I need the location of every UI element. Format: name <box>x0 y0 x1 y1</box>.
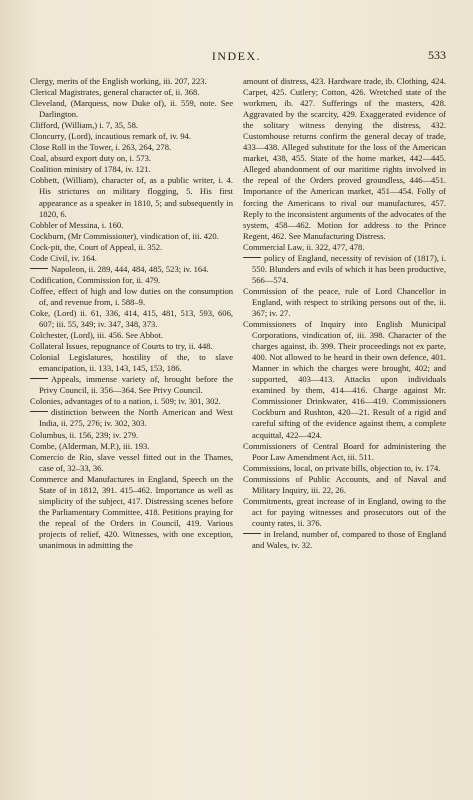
index-entry <box>30 407 233 429</box>
index-entry-text: Coal, absurd export duty on, i. 573. <box>30 153 152 164</box>
ditto-dash <box>30 378 48 379</box>
index-entry <box>30 120 233 131</box>
index-entry <box>243 529 446 551</box>
index-entry-text: Collateral Issues, repugnance of Courts to try, ii. 448. <box>30 341 213 352</box>
index-entry <box>30 352 233 374</box>
index-entry <box>30 374 233 396</box>
index-entry <box>30 430 233 441</box>
index-entry-text: Commission of the peace, rule of Lord Chancellor in England, with respect to striking persons out of the, ii. 367; iv. 27. <box>243 285 446 318</box>
index-entry-text: Comercio de Rio, slave vessel fitted out in the Thames, case of, 32–33, 36. <box>30 451 233 473</box>
index-entry-text: Cockburn, (Mr Commissioner), vindication of, iii. 420. <box>30 230 219 241</box>
index-entry <box>30 286 233 308</box>
index-entry-text: Coke, (Lord) ii. 61, 336, 414, 415, 481, 513, 593, 606, 607; iii. 55, 349; iv. 347, 348, 373. <box>30 307 233 330</box>
right-column <box>243 76 446 551</box>
left-column <box>30 76 233 551</box>
running-title: INDEX. <box>211 49 262 63</box>
ditto-dash <box>30 411 48 412</box>
index-entry-text: Colonial Legislatures, hostility of the, to slave emancipation, ii. 133, 143, 145, 153, 186. <box>30 352 233 374</box>
index-entry-text: Clergy, merits of the English working, iii. 207, 223. <box>30 76 207 86</box>
page-header <box>0 47 473 65</box>
page-number: 533 <box>428 48 446 62</box>
index-entry-text: Columbus, ii. 156, 239; iv. 279. <box>30 429 139 440</box>
index-entry <box>30 76 233 87</box>
ditto-dash <box>243 533 261 534</box>
index-entry-text: Commissions of Public Accounts, and of Naval and Military Inquiry, iii. 22, 26. <box>243 473 446 495</box>
index-entry <box>30 308 233 330</box>
ditto-dash <box>243 257 261 258</box>
index-entry-text: Cleveland, (Marquess, now Duke of), ii. 559, note. See Darlington. <box>30 98 233 120</box>
index-entry <box>243 319 446 441</box>
index-entry-text: Clifford, (William,) i. 7, 35, 58. <box>30 120 138 131</box>
index-columns <box>30 76 446 788</box>
index-entry <box>243 242 446 253</box>
index-entry-text: Coffee, effect of high and low duties on the consumption of, and revenue from, i. 588–9. <box>30 285 233 307</box>
index-entry <box>30 142 233 153</box>
index-entry <box>30 474 233 551</box>
index-entry-text: Clerical Magistrates, general character of, ii. 368. <box>30 87 200 98</box>
index-entry-text: Cobbler of Messina, i. 160. <box>30 219 124 230</box>
index-entry-text: amount of distress, 423. Hardware trade, ib. Clothing, 424. Carpet, 425. Cutlery; Cotton, 426. Wretched state of the workmen, ib. 427. Sufferings of the masters, 428. Aggravated by the scarcity, 429. Exaggerated evidence of the solitary witness denying the distress, 432. Customhouse returns confirm the general decay of trade, 433—438. Alleged substitute for the loss of the American market, 438, 455. State of the home market, 442—445. Alleged abandonment of our maritime rights involved in the repeal of the Orders proved groundless, 446—451. Importance of the American market, 451—454. Folly of forcing the Americans to rival our manufactures, 457. Reply to the inconsistent arguments of the advocates of the system, 458—462. Motion for address to the Prince Regent, 462. See Manufacturing Distress. <box>243 76 446 241</box>
index-entry <box>30 220 233 231</box>
index-entry <box>30 275 233 286</box>
index-entry <box>243 286 446 319</box>
index-entry-text: Cock-pit, the, Court of Appeal, ii. 352. <box>30 241 163 252</box>
index-entry-text: in Ireland, number of, compared to those of England and Wales, iv. 32. <box>252 528 446 550</box>
index-entry-text: Cobbett, (William), character of, as a public writer, i. 4. His strictures on military flogging, 5. His first appearance as a speaker in 1810, 5; and subsequently in 1820, 6. <box>30 175 233 219</box>
index-entry-text: Colonies, advantages of to a nation, i. 509; iv. 301, 302. <box>30 396 221 407</box>
index-entry <box>243 253 446 286</box>
index-entry <box>30 441 233 452</box>
index-entry <box>30 164 233 175</box>
index-entry <box>30 396 233 407</box>
index-entry <box>30 153 233 164</box>
index-entry-text: Commitments, great increase of in England, owing to the act for paying witnesses and prosecutors out of the county rates, ii. 376. <box>243 495 446 528</box>
index-entry <box>30 330 233 341</box>
index-entry <box>30 341 233 352</box>
index-entry <box>30 264 233 275</box>
index-entry <box>243 496 446 529</box>
index-entry <box>243 474 446 496</box>
index-entry <box>243 76 446 242</box>
index-entry-text: Commissioners of Central Board for administering the Poor Law Amendment Act, iii. 511. <box>243 440 446 462</box>
index-entry <box>30 231 233 242</box>
index-entry-text: Commerce and Manufactures in England, Speech on the State of in 1812, 391. 415–462. Importance as well as simplicity of the subject, 417. Distressing scenes before the Parliamentary Committee, 418. Petitions praying for the repeal of the Orders in Council, 419. Various projects of relief, 420. Witnesses, with one exception, unanimous in admitting the <box>30 473 233 550</box>
index-entry <box>30 452 233 474</box>
index-entry-text: Combe, (Alderman, M.P.), iii. 193. <box>30 440 150 451</box>
index-entry-text: Napoleon, ii. 289, 444, 484, 485, 523; iv. 164. <box>51 263 209 274</box>
index-entry-text: Code Civil, iv. 164. <box>30 252 97 263</box>
ditto-dash <box>30 268 48 269</box>
index-entry <box>30 242 233 253</box>
index-entry <box>30 175 233 219</box>
index-entry <box>243 441 446 463</box>
index-entry <box>30 87 233 98</box>
index-entry <box>30 253 233 264</box>
index-entry-text: Commercial Law, ii. 322, 477, 478. <box>243 241 365 252</box>
index-entry <box>30 131 233 142</box>
index-entry-text: Cloncurry, (Lord), incautious remark of, iv. 94. <box>30 131 192 142</box>
index-entry <box>243 463 446 474</box>
index-entry-text: distinction between the North American and West India, ii. 275, 276; iv. 302, 303. <box>39 407 233 429</box>
index-entry-text: Commissioners of Inquiry into English Municipal Corporations, vindication of, iii. 398. Character of the charges against, ib. 399. Their proceedings not ex parte, 400. Not allowed to be heard in their own defence, 401. Manner in which the charges were brought, 402; and supported, 403—413. Attacks upon individuals examined by them, 414—416. Charge against Mr. Commissioner Drinkwater, 416—419. Commissioners Cockburn and Rushton, 420—21. Result of a rigid and careful sifting of the evidence against them, a complete acquittal, 422—424. <box>243 319 446 440</box>
index-entry-text: Appeals, immense variety of, brought before the Privy Council, ii. 356—364. See Privy Council. <box>39 374 233 396</box>
index-entry-text: Commissions, local, on private bills, objection to, iv. 174. <box>243 462 441 473</box>
index-entry <box>30 98 233 120</box>
index-entry-text: Colchester, (Lord), iii. 456. See Abbot. <box>30 330 164 341</box>
index-entry-text: Codification, Commission for, ii. 479. <box>30 274 161 285</box>
index-entry-text: Close Roll in the Tower, i. 263, 264, 278. <box>30 142 172 153</box>
index-entry-text: Coalition ministry of 1784, iv. 121. <box>30 164 151 175</box>
index-entry-text: policy of England, necessity of revision of (1817), i. 550. Blunders and evils of which it has been productive, 566—574. <box>252 252 446 285</box>
